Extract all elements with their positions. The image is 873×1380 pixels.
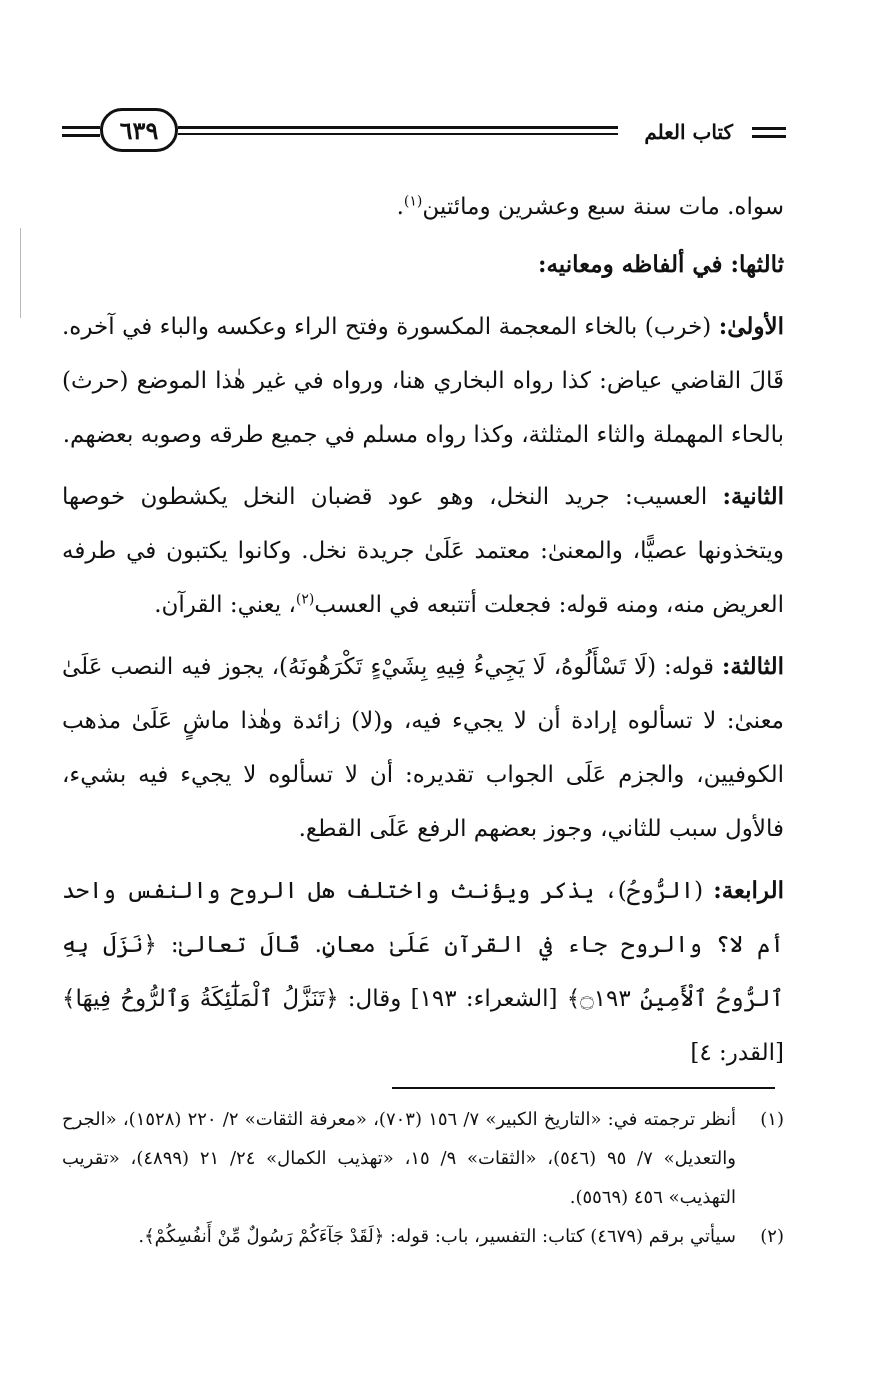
paragraph-text: قوله: (لَا تَسْأَلُوهُ، لَا يَجِيءُ فِيهِ بِشَيْءٍ تَكْرَهُونَهُ)، يجوز فيه النصب عَلَىٰ معنىٰ: لا تسألوه إرادة أن لا يجيء فيه، و(لا) زائدة وهٰذا ماشٍ عَلَىٰ مذهب الكوفيين، والجزم عَلَى الجواب تقديره: أن لا تسألوه لا يجيء فيه بشيء، فالأول سبب للثاني، وجوز بعضهم الرفع عَلَى القطع. <box>62 654 784 842</box>
header-rule-middle-thin <box>178 133 618 135</box>
footnote-number: (٢) <box>760 1226 784 1247</box>
footnote-text: أنظر ترجمته في: «التاريخ الكبير» ٧/ ١٥٦ (٧٠٣)، «معرفة الثقات» ٢/ ٢٢٠ (١٥٢٨)، «الجرح والتعديل» ٧/ ٩٥ (٥٤٦)، «الثقات» ٩/ ١٥، «تهذيب الكمال» ٢٤/ ٢١ (٤٨٩٩)، «تقريب التهذيب» ٤٥٦ (٥٥٦٩). <box>62 1109 736 1208</box>
paragraph-lead: الرابعة: <box>713 877 784 904</box>
header-rule-right-top <box>752 127 786 130</box>
main-text <box>62 180 784 1080</box>
paragraph-text: (الرُّوحُ)، يذكر ويؤنث واختلف هل الروح والنفس واحد أم لا؟ والروح جاء في القرآن عَلَىٰ معانٍ. قَالَ تعالىٰ: ﴿نَزَلَ بِهِ ٱلرُّوحُ ٱلْأَمِينُ ۝١٩٣﴾ [الشعراء: ١٩٣] وقال: ﴿تَنَزَّلُ ٱلْمَلَٰٓئِكَةُ وَٱلرُّوحُ فِيهَا﴾ [القدر: ٤] <box>62 878 784 1066</box>
paragraph-tail: . <box>396 194 404 220</box>
footnote-separator <box>392 1087 775 1089</box>
footnote-text: سيأتي برقم (٤٦٧٩) كتاب: التفسير، باب: قوله: ﴿لَقَدْ جَآءَكُمْ رَسُولٌ مِّنْ أَنفُسِكُمْ﴾. <box>138 1226 736 1247</box>
header-rule-right-bottom <box>752 135 786 138</box>
paragraph-tail: ، يعني: القرآن. <box>154 592 296 618</box>
footnotes <box>62 1100 784 1256</box>
page-number-badge: ٦٣٩ <box>100 108 178 152</box>
footnote-ref-1: (١) <box>403 193 423 210</box>
scan-margin-line <box>20 228 21 318</box>
footnote-number: (١) <box>760 1109 784 1130</box>
footnote-1 <box>62 1100 784 1217</box>
paragraph-1 <box>62 180 784 234</box>
paragraph-lead: الثالثة: <box>721 653 784 680</box>
paragraph-lead: الأولىٰ: <box>718 313 784 340</box>
header-rule-middle <box>178 126 618 129</box>
footnote-ref-2: (٢) <box>295 591 315 608</box>
running-title: كتاب العلم <box>644 120 733 144</box>
paragraph-second <box>62 470 784 632</box>
paragraph-third <box>62 640 784 856</box>
header-rule-left-bottom <box>62 134 100 137</box>
paragraph-text: سواه. مات سنة سبع وعشرين ومائتين <box>422 194 784 220</box>
section-heading-text: ثالثها: في ألفاظه ومعانيه: <box>537 251 784 278</box>
section-heading <box>62 238 784 292</box>
paragraph-lead: الثانية: <box>722 483 784 510</box>
footnote-2 <box>62 1217 784 1256</box>
paragraph-fourth <box>62 864 784 1080</box>
paragraph-text: (خرب) بالخاء المعجمة المكسورة وفتح الراء وعكسه والباء في آخره. قَالَ القاضي عياض: كذا رواه البخاري هنا، ورواه في غير هٰذا الموضع (حرث) بالحاء المهملة والثاء المثلثة، وكذا رواه مسلم في جميع طرقه وصوبه بعضهم. <box>62 314 784 448</box>
paragraph-first <box>62 300 784 462</box>
header-rule-left-top <box>62 126 100 129</box>
paragraph-text: العسيب: جريد النخل، وهو عود قضبان النخل يكشطون خوصها ويتخذونها عصيًّا، والمعنىٰ: معتمد عَلَىٰ جريدة نخل. وكانوا يكتبون في طرفه العريض منه، ومنه قوله: فجعلت أتتبعه في العسب <box>62 484 784 618</box>
